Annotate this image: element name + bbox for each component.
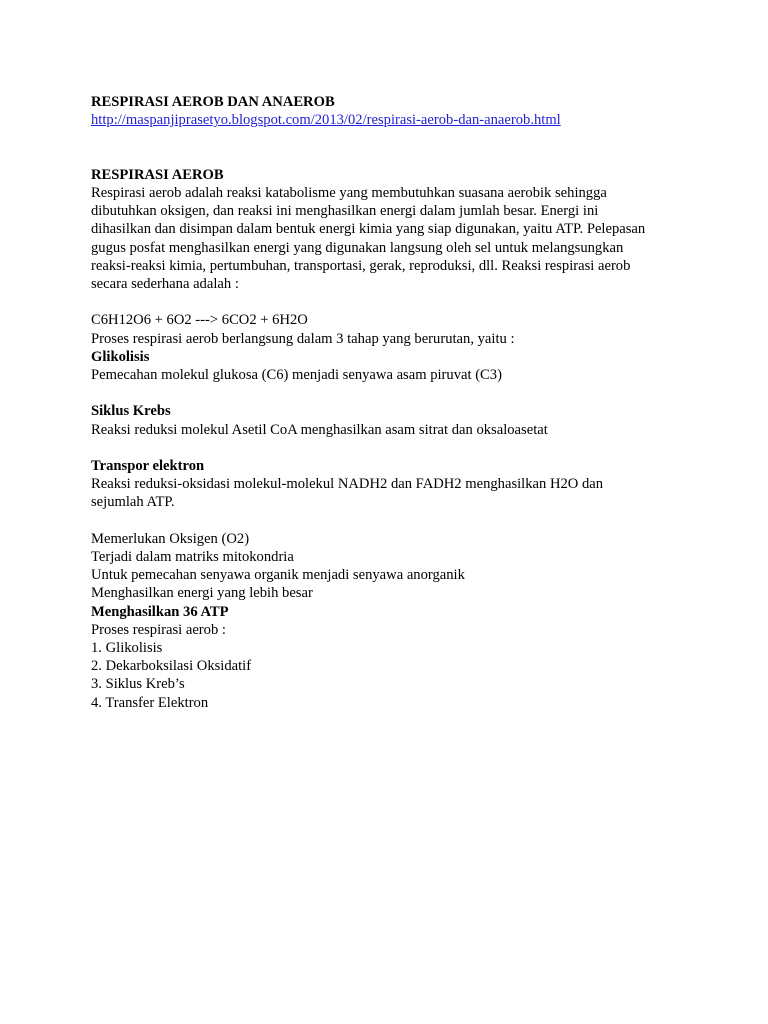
- characteristic-item: Memerlukan Oksigen (O2): [91, 530, 250, 547]
- stage-title-siklus-krebs: Siklus Krebs: [91, 403, 171, 420]
- stages-intro: Proses respirasi aerob berlangsung dalam 3 tahap yang berurutan, yaitu :: [91, 330, 515, 347]
- intro-line: secara sederhana adalah :: [91, 276, 239, 293]
- intro-paragraph: [91, 184, 708, 293]
- characteristics-list: [91, 530, 708, 603]
- characteristic-item: Untuk pemecahan senyawa organik menjadi senyawa anorganik: [91, 567, 465, 584]
- process-step: 2. Dekarboksilasi Oksidatif: [91, 658, 252, 675]
- intro-line: reaksi-reaksi kimia, pertumbuhan, transportasi, gerak, reproduksi, dll. Reaksi respirasi aerob: [91, 257, 631, 274]
- characteristic-item: Menghasilkan energi yang lebih besar: [91, 585, 313, 602]
- process-step: 4. Transfer Elektron: [91, 694, 209, 711]
- process-step: 1. Glikolisis: [91, 640, 163, 657]
- intro-line: Respirasi aerob adalah reaksi katabolisme yang membutuhkan suasana aerobik sehingga: [91, 185, 607, 201]
- intro-line: gugus posfat menghasilkan energi yang digunakan langsung oleh sel untuk melangsungkan: [91, 239, 624, 256]
- stage-desc-transpor-elektron: Reaksi reduksi-oksidasi molekul-molekul NADH2 dan FADH2 menghasilkan H2O dan: [91, 476, 604, 493]
- source-link[interactable]: http://maspanjiprasetyo.blogspot.com/2013/02/respirasi-aerob-dan-anaerob.html: [91, 112, 561, 129]
- blank-gap: [91, 129, 708, 165]
- document-title: RESPIRASI AEROB DAN ANAEROB: [91, 94, 335, 110]
- atp-heading: Menghasilkan 36 ATP: [91, 603, 229, 620]
- process-step: 3. Siklus Kreb’s: [91, 676, 185, 693]
- intro-line: dihasilkan dan disimpan dalam bentuk energi kimia yang siap digunakan, yaitu ATP. Pelepasan: [91, 221, 646, 238]
- stage-desc-siklus-krebs: Reaksi reduksi molekul Asetil CoA menghasilkan asam sitrat dan oksaloasetat: [91, 421, 548, 438]
- process-steps-list: [91, 639, 708, 712]
- characteristic-item: Terjadi dalam matriks mitokondria: [91, 549, 294, 565]
- process-intro: Proses respirasi aerob :: [91, 621, 226, 638]
- stage-desc-transpor-elektron: sejumlah ATP.: [91, 494, 175, 511]
- blank-gap: [91, 293, 708, 311]
- blank-gap: [91, 384, 708, 402]
- reaction-equation: C6H12O6 + 6O2 ---> 6CO2 + 6H2O: [91, 312, 308, 329]
- stage-desc-glikolisis: Pemecahan molekul glukosa (C6) menjadi senyawa asam piruvat (C3): [91, 367, 502, 384]
- blank-gap: [91, 512, 708, 530]
- section-heading: RESPIRASI AEROB: [91, 166, 224, 183]
- blank-gap: [91, 439, 708, 457]
- stage-title-glikolisis: Glikolisis: [91, 348, 150, 365]
- intro-line: dibutuhkan oksigen, dan reaksi ini menghasilkan energi dalam jumlah besar. Energi ini: [91, 203, 599, 220]
- stage-title-transpor-elektron: Transpor elektron: [91, 458, 205, 474]
